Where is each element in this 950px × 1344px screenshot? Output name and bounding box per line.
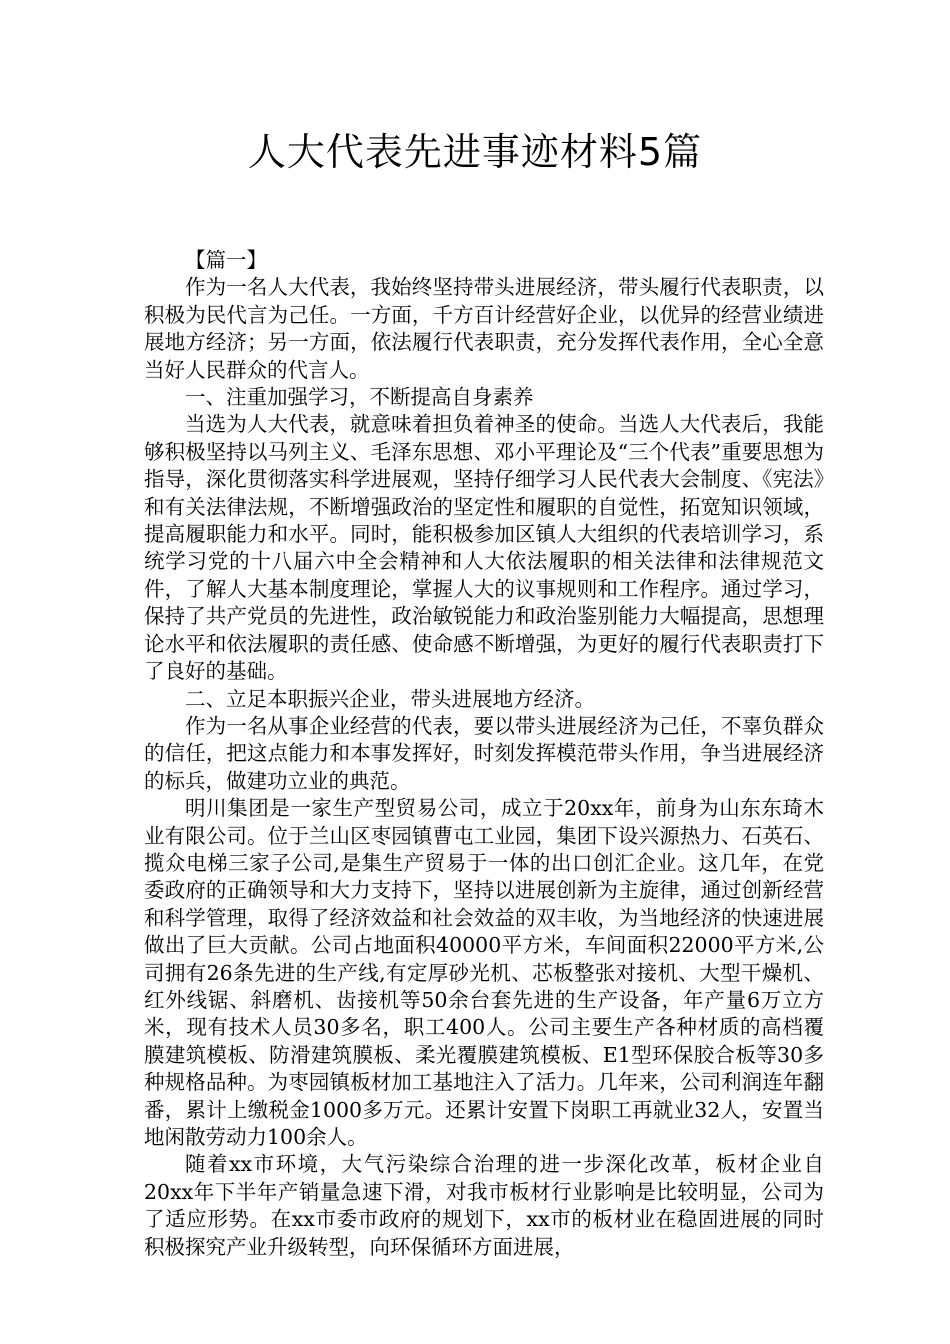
section-heading: 一、注重加强学习，不断提高自身素养 [185, 385, 534, 410]
document-body [144, 247, 824, 1261]
paragraph: 作为一名从事企业经营的代表，要以带头进展经济为己任，不辜负群众的信任，把这点能力和本事发挥好，时刻发挥模范带头作用，争当进展经济的标兵，做建功立业的典范。 [144, 713, 824, 793]
paragraph: 随着xx市环境，大气污染综合治理的进一步深化改革，板材企业自20xx年下半年产销量急速下滑，对我市板材行业影响是比较明显，公司为了适应形势。在xx市委市政府的规划下，xx市的板材业在稳固进展的同时积极探究产业升级转型，向环保循环方面进展， [144, 1152, 824, 1259]
section-heading: 二、立足本职振兴企业，带头进展地方经济。 [185, 686, 595, 711]
paragraph: 作为一名人大代表，我始终坚持带头进展经济，带头履行代表职责，以积极为民代言为己任。一方面，千方百计经营好企业，以优异的经营业绩进展地方经济；另一方面，依法履行代表职责，充分发挥代表作用，全心全意当好人民群众的代言人。 [144, 275, 824, 382]
document-title: 人大代表先进事迹材料5篇 [247, 130, 703, 174]
paragraph: 明川集团是一家生产型贸易公司，成立于20xx年，前身为山东东琦木业有限公司。位于兰山区枣园镇曹屯工业园，集团下设兴源热力、石英石、揽众电梯三家子公司,是集生产贸易于一体的出口创汇企业。这几年，在党委政府的正确领导和大力支持下，坚持以进展创新为主旋律，通过创新经营和科学管理，取得了经济效益和社会效益的双丰收，为当地经济的快速进展做出了巨大贡献。公司占地面积40000平方米，车间面积22000平方米,公司拥有26条先进的生产线,有定厚砂光机、芯板整张对接机、大型干燥机、红外线锯、斜磨机、齿接机等50余台套先进的生产设备，年产量6万立方米，现有技术人员30多名，职工400人。公司主要生产各种材质的高档覆膜建筑模板、防滑建筑膜板、柔光覆膜建筑模板、E1型环保胶合板等30多种规格品种。为枣园镇板材加工基地注入了活力。几年来，公司利润连年翻番，累计上缴税金1000多万元。还累计安置下岗职工再就业32人，安置当地闲散劳动力100余人。 [144, 796, 824, 1149]
section-marker: 【篇一】 [185, 248, 267, 272]
paragraph: 当选为人大代表，就意味着担负着神圣的使命。当选人大代表后，我能够积极坚持以马列主义、毛泽东思想、邓小平理论及“三个代表”重要思想为指导，深化贯彻落实科学进展观，坚持仔细学习人民代表大会制度、《宪法》和有关法律法规，不断增强政治的坚定性和履职的自觉性，拓宽知识领域，提高履职能力和水平。同时，能积极参加区镇人大组织的代表培训学习，系统学习党的十八届六中全会精神和人大依法履职的相关法律和法律规范文件，了解人大基本制度理论，掌握人大的议事规则和工作程序。通过学习，保持了共产党员的先进性，政治敏锐能力和政治鉴别能力大幅提高，思想理论水平和依法履职的责任感、使命感不断增强，为更好的履行代表职责打下了良好的基础。 [144, 412, 824, 684]
